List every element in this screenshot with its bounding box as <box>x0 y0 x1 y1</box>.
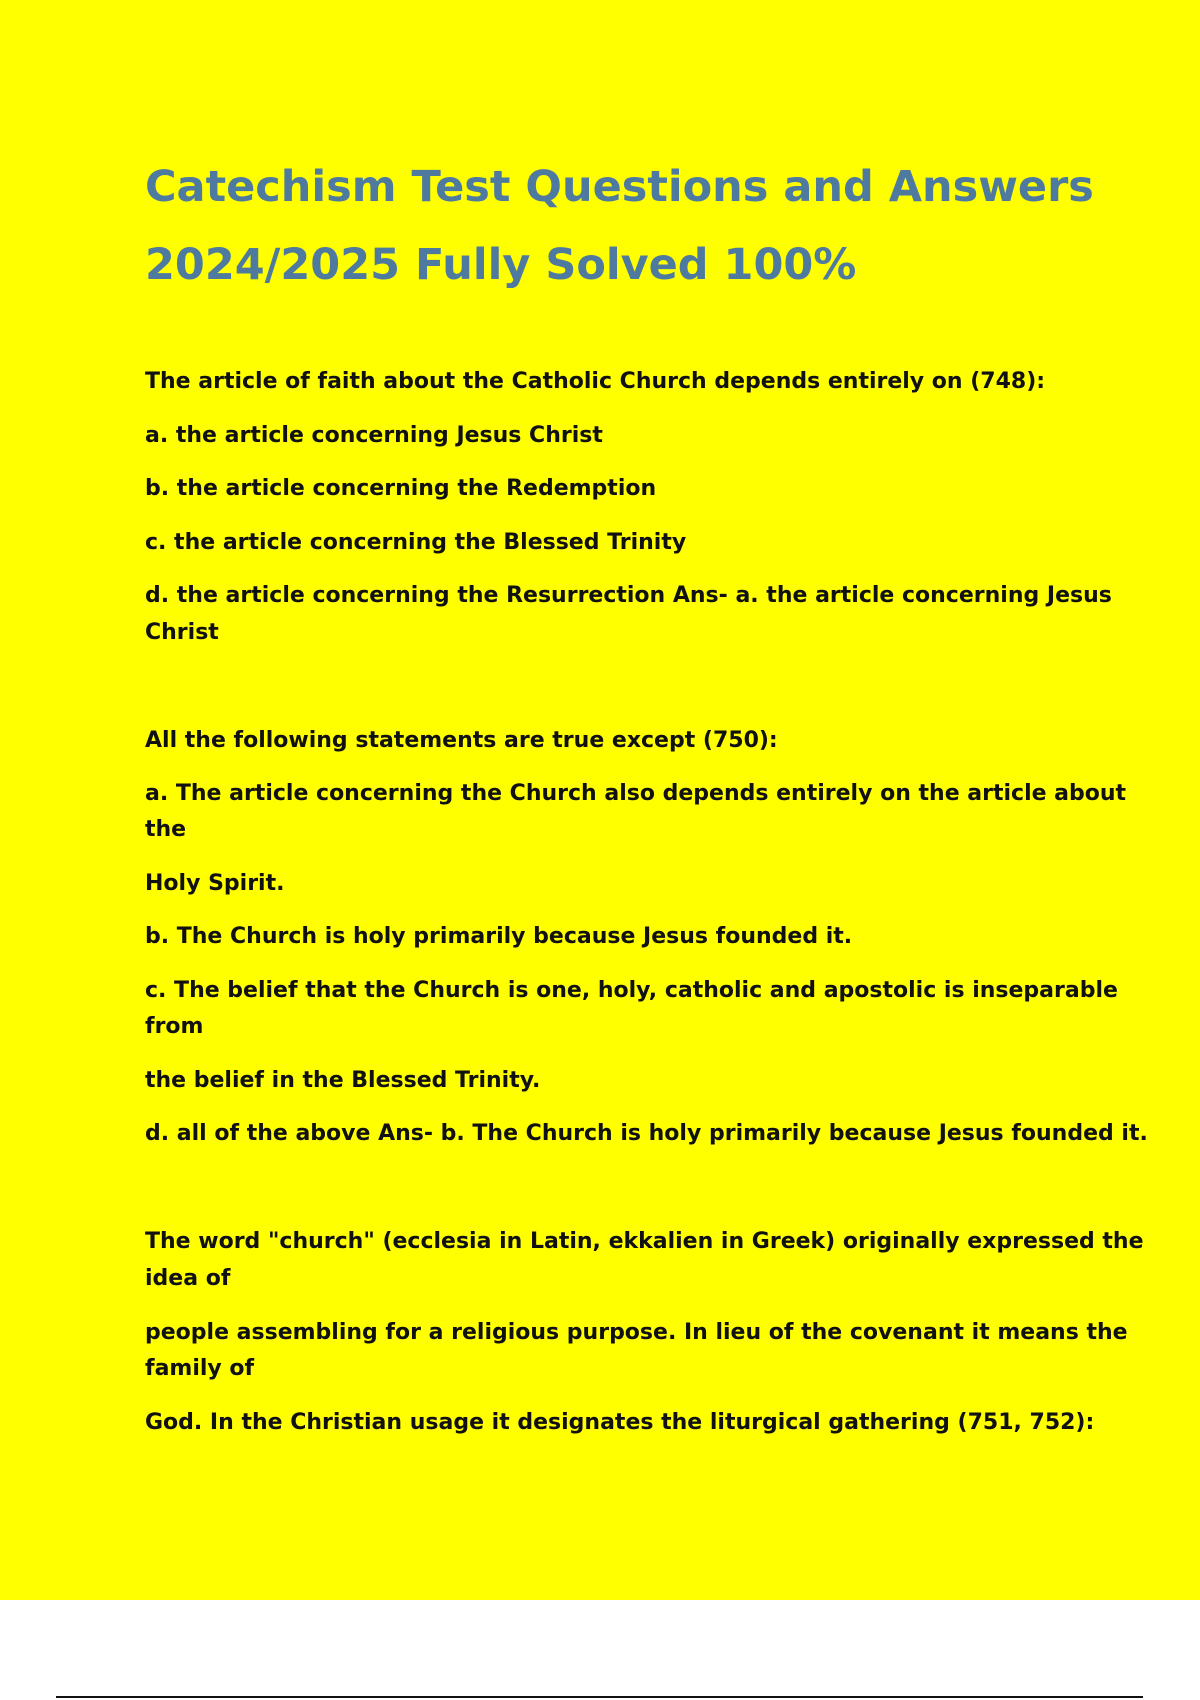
question-2-option-c-continued: the belief in the Blessed Trinity. <box>145 1068 541 1093</box>
question-2-option-a: a. The article concerning the Church also depends entirely on the article about <box>145 781 1127 806</box>
question-3-stem-wrap-1: idea of <box>145 1266 231 1291</box>
question-3-stem-line-1: The word "church" (ecclesia in Latin, ekkalien in Greek) originally expressed the <box>145 1229 1144 1254</box>
question-1-answer-continued: Christ <box>145 620 219 645</box>
question-3-stem-wrap-2: family of <box>145 1356 255 1381</box>
question-2-option-d-answer: d. all of the above Ans- b. The Church is holy primarily because Jesus founded it. <box>145 1121 1148 1146</box>
document-title <box>145 148 1105 304</box>
question-2-option-a-wrap: the <box>145 817 187 842</box>
title-line-2: 2024/2025 Fully Solved 100% <box>145 240 857 290</box>
question-2-stem: All the following statements are true except (750): <box>145 728 778 753</box>
question-3-stem-line-3: God. In the Christian usage it designates the liturgical gathering (751, 752): <box>145 1410 1095 1435</box>
footer-divider <box>56 1696 1143 1698</box>
question-2-option-b: b. The Church is holy primarily because Jesus founded it. <box>145 924 853 949</box>
question-2-option-a-continued: Holy Spirit. <box>145 871 285 896</box>
question-1-option-d-answer: d. the article concerning the Resurrection Ans- a. the article concerning Jesus <box>145 583 1112 608</box>
question-1-option-c: c. the article concerning the Blessed Trinity <box>145 530 687 555</box>
question-3-stem-line-2: people assembling for a religious purpose. In lieu of the covenant it means the <box>145 1320 1128 1345</box>
title-line-1: Catechism Test Questions and Answers <box>145 162 1094 212</box>
question-2-option-c-wrap: from <box>145 1014 204 1039</box>
question-2-option-c: c. The belief that the Church is one, holy, catholic and apostolic is inseparable <box>145 978 1118 1003</box>
question-1-option-a: a. the article concerning Jesus Christ <box>145 423 603 448</box>
question-1-option-b: b. the article concerning the Redemption <box>145 476 657 501</box>
question-1-stem: The article of faith about the Catholic Church depends entirely on (748): <box>145 369 1046 394</box>
